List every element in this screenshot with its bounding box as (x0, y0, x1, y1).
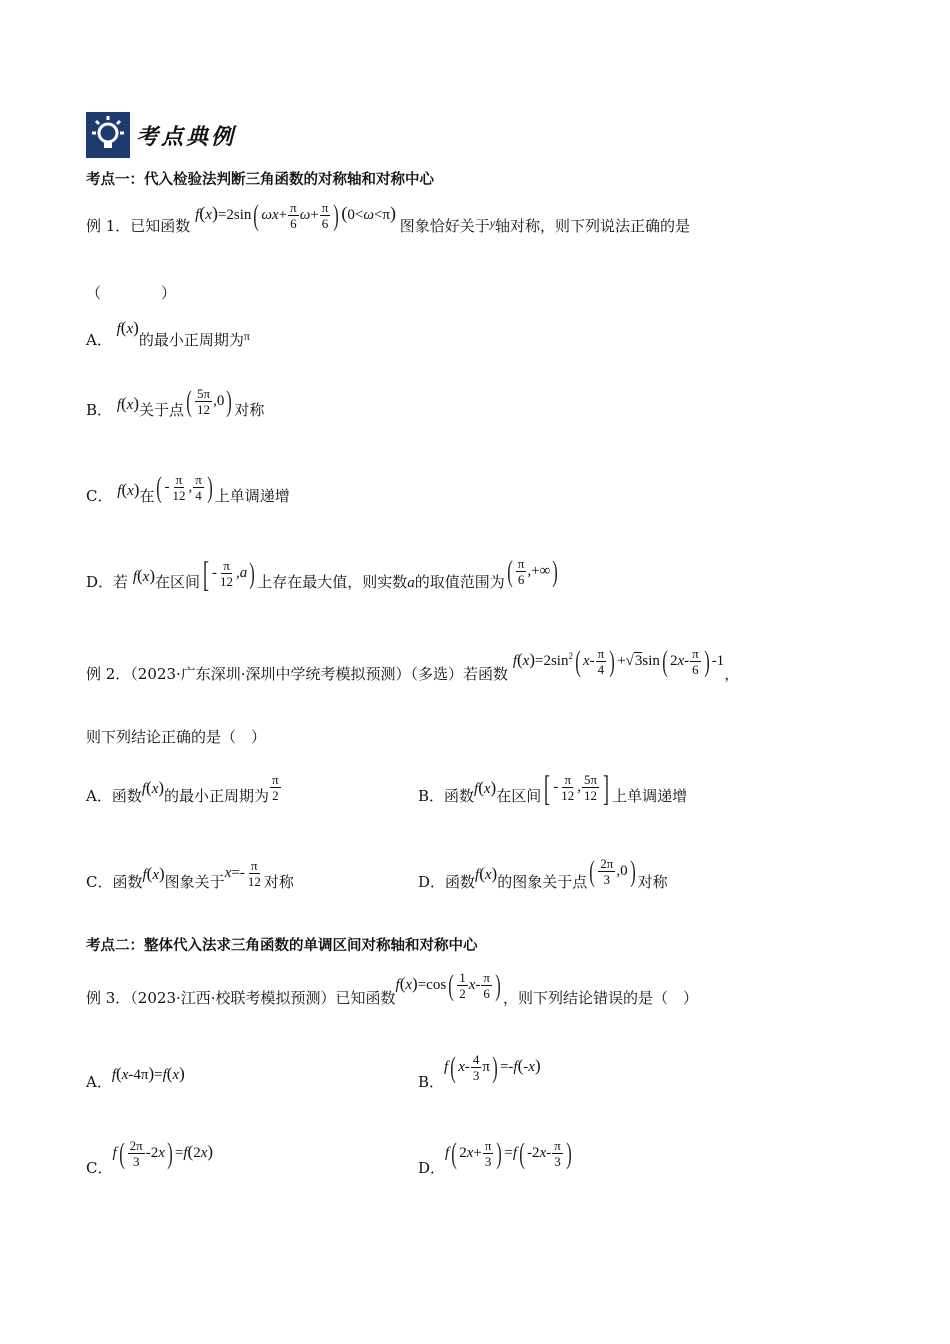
example3-formula: f(x)=cos( $\frac{1}{2}$ x- $\frac{\pi}{6}$ ) (395, 968, 501, 1002)
option-d-var-a: a (407, 575, 415, 591)
section1-title: 考点一：代入检验法判断三角函数的对称轴和对称中心 (86, 172, 434, 188)
option-a-text: 的最小正周期为 (164, 787, 270, 805)
example3-option-c (86, 1136, 214, 1187)
example2-comma: ， (724, 665, 740, 683)
example1-option-c (86, 470, 290, 515)
option-c-fx: f(x) (142, 864, 165, 883)
option-d-fx: f(x) (475, 864, 498, 883)
option-c-label: C． (86, 487, 113, 505)
option-d-text1: 在区间 (155, 573, 201, 591)
option-d-fx: f(x) (132, 566, 155, 585)
option-d-label: D． (418, 1159, 446, 1177)
option-b-label: B．函数 (418, 787, 475, 805)
option-b-interval: [ - $\frac{\pi}{12}$ , $\frac{5\pi}{12}$ ] (544, 767, 610, 808)
example2-question: 则下列结论正确的是（ ） (86, 728, 267, 746)
example1-suffix: 图象恰好关于 (399, 217, 490, 235)
option-c-label: C．函数 (86, 873, 143, 891)
option-d-text2: 上存在最大值，则实数 (257, 573, 408, 591)
example2-option-b (418, 767, 688, 816)
option-d-text1: 的图象关于点 (497, 873, 588, 891)
option-a-label: A．函数 (86, 787, 142, 805)
option-b-text1: 关于点 (139, 401, 185, 419)
option-c-interval: ( - $\frac{\pi}{12}$ , $\frac{\pi}{4}$ ) (156, 470, 213, 504)
option-b-formula: f( x- $\frac{4}{3}$ π) =-f(-x) (444, 1050, 541, 1084)
example1-option-a (86, 318, 250, 351)
option-d-point: ( $\frac{2\pi}{3}$ ,0) (589, 854, 636, 888)
example3-option-b (418, 1050, 541, 1101)
example1-var-y: y (489, 216, 496, 230)
option-d-range: ( $\frac{\pi}{6}$ ,+∞) (507, 554, 559, 588)
option-a-fx: f(x) (116, 318, 139, 337)
option-c-fx: f(x) (117, 480, 140, 499)
option-d-interval: [ - $\frac{\pi}{12}$ ,a) (203, 553, 256, 594)
option-b-label: B． (418, 1073, 445, 1091)
example2-option-d (418, 854, 668, 901)
example3-stem (86, 968, 698, 1019)
option-a-period: $\frac{\pi}{2}$ (272, 772, 279, 804)
option-d-label: D．函数 (418, 873, 476, 891)
lightbulb-icon (86, 112, 130, 158)
example2-option-c (86, 858, 294, 901)
option-a-text: 的最小正周期为 (138, 331, 244, 349)
example3-option-d (418, 1136, 574, 1187)
option-d-text2: 对称 (637, 873, 668, 891)
option-d-text3: 的取值范围为 (414, 573, 505, 591)
option-c-text1: 图象关于 (164, 873, 225, 891)
option-a-label: A． (86, 1073, 112, 1091)
option-c-label: C． (86, 1159, 113, 1177)
example1-option-b (86, 384, 265, 429)
option-a-pi: π (243, 329, 250, 343)
example1-prefix: 例 1．已知函数 (86, 217, 191, 235)
page-title: 考点典例 (136, 124, 237, 150)
example1-blank: （ ） (86, 284, 177, 302)
example1-option-d (86, 553, 560, 602)
option-a-formula: f(x-4π)=f(x) (111, 1064, 185, 1083)
option-d-label: D．若 (86, 573, 129, 591)
option-b-fx: f(x) (116, 394, 139, 413)
example3-suffix: ，则下列结论错误的是（ ） (502, 989, 698, 1007)
section2-title: 考点二：整体代入法求三角函数的单调区间对称轴和对称中心 (86, 938, 478, 954)
option-a-fx: f(x) (141, 778, 165, 797)
option-c-axis: x=- $\frac{\pi}{12}$ (224, 858, 261, 890)
option-b-text2: 对称 (234, 401, 265, 419)
option-b-label: B． (86, 401, 113, 419)
option-b-fx: f(x) (474, 778, 497, 797)
example3-option-a (86, 1064, 185, 1101)
option-c-text1: 在 (139, 487, 155, 505)
example2-prefix: 例 2．（2023·广东深圳·深圳中学统考模拟预测）（多选）若函数 (86, 665, 509, 683)
option-d-formula: f( 2x+ $\frac{\pi}{3}$ ) =f( -2x- $\frac{\pi}{3}$ ) (445, 1136, 572, 1170)
option-c-text2: 上单调递增 (214, 487, 290, 505)
example3-prefix: 例 3．（2023·江西·校联考模拟预测）已知函数 (86, 989, 396, 1007)
option-b-text1: 在区间 (496, 787, 542, 805)
example1-formula: f(x)=2sin( ωx+ $\frac{\pi}{6}$ ω+ $\frac{\pi}{6}$ ) (0<ω<π) (195, 198, 396, 232)
option-c-formula: f( $\frac{2\pi}{3}$ -2x) =f(2x) (112, 1136, 214, 1170)
option-a-label: A． (86, 331, 112, 349)
option-c-text2: 对称 (263, 873, 294, 891)
example1-stem (86, 198, 691, 247)
example2-stem (86, 644, 740, 695)
example2-formula: $f(x)=2\sin^2$( x- $\frac{\pi}{4}$ ) +√3sin( 2x- $\frac{\pi}{6}$ ) -1 (512, 644, 725, 678)
option-b-text2: 上单调递增 (612, 787, 688, 805)
example2-option-a (86, 772, 282, 815)
option-b-point: ( $\frac{5\pi}{12}$ ,0) (186, 384, 233, 418)
example1-suffix2: 轴对称，则下列说法正确的是 (495, 217, 691, 235)
